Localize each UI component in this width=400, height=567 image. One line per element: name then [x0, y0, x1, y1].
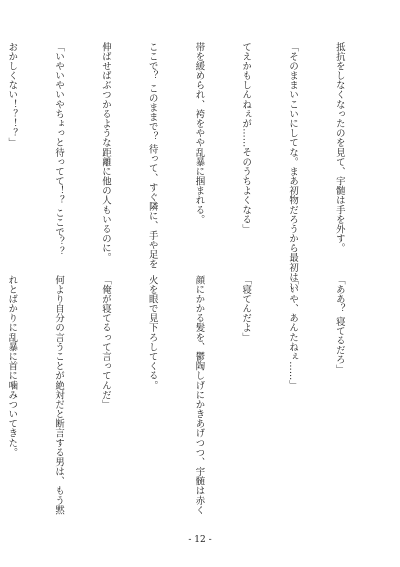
text-line: 「俺が寝てるって言ってんだ」 [99, 275, 111, 410]
text-line: ここで？ このままで？ 待って、すぐ隣に、手や足を [146, 42, 158, 269]
text-line: 「いやいやいやちょっと待ってて！？ ここで？？ [53, 42, 65, 257]
text-line: 「寝てんだよ」 [240, 275, 252, 343]
text-line: 「ああ？ 寝てるだろ」 [333, 275, 345, 375]
text-line: れとばかりに乱暴に首に噛みついてきた。 [6, 275, 18, 458]
text-line: 何より自分の言うことが絶対だと断言する男は、もう黙 [53, 275, 65, 515]
text-line: 帯を緩められ、袴をやや乱暴に掴まれる。 [193, 42, 205, 225]
text-line: 火を眼で見下ろしてくる。 [146, 275, 158, 391]
text-line: 「いや、あんたねぇ……」 [287, 275, 299, 391]
upper-text-block [6, 42, 378, 292]
text-line: てえかもしんねぇが……そのうちよくなる」 [240, 42, 252, 234]
text-line: 顔にかかる髪を、鬱陶しげにかきあげつつ、宇髄は赤く [193, 275, 205, 515]
text-line: おかしくない！？！？」 [6, 42, 18, 148]
text-line: 「そのままいこいにしてな。まあ初物だろうから最初はい [287, 42, 299, 292]
text-line: 抵抗をしなくなったのを見て、宇髄は手を外す。 [333, 42, 345, 253]
text-line: 伸ばせばぶつかるような距離に他の人もいるのに。 [99, 42, 111, 263]
page-number: - 12 - [188, 535, 212, 545]
lower-text-block [6, 275, 378, 515]
